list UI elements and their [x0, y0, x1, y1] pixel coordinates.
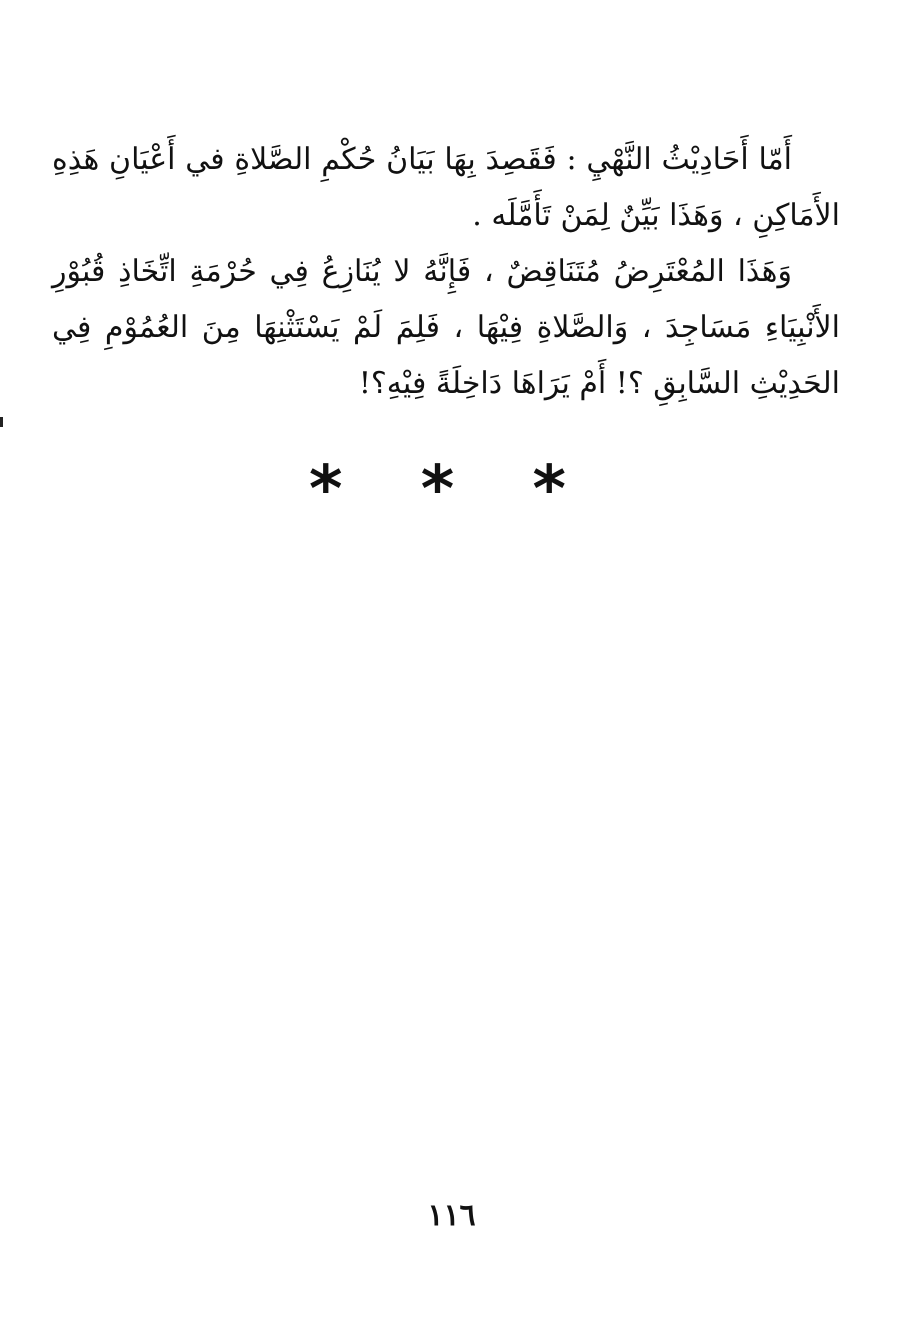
paragraph-1: أَمّا أَحَادِيْثُ النَّهْيِ : فَقَصِدَ بِهَا بَيَانُ حُكْمِ الصَّلاةِ في أَعْيَانِ هَذِهِ الأَمَاكِنِ ، وَهَذَا بَيِّنٌ لِمَنْ تَأَمَّلَه .	[52, 142, 840, 233]
body-text	[52, 132, 840, 412]
paragraph-2: وَهَذَا المُعْتَرِضُ مُتَنَاقِضٌ ، فَإِنَّهُ لا يُنَازِعُ فِي حُرْمَةِ اتِّخَاذِ قُبُوْرِ الأَنْبِيَاءِ مَسَاجِدَ ، وَالصَّلاةِ فِيْهَا ، فَلِمَ لَمْ يَسْتَثْنِهَا مِنَ العُمُوْمِ فِي الحَدِيْثِ السَّابِقِ ؟! أَمْ يَرَاهَا دَاخِلَةً فِيْهِ؟!	[52, 254, 840, 401]
scan-edge-mark	[0, 417, 3, 427]
section-separator: * * *	[309, 453, 594, 527]
page-number: ١١٦	[427, 1198, 476, 1233]
